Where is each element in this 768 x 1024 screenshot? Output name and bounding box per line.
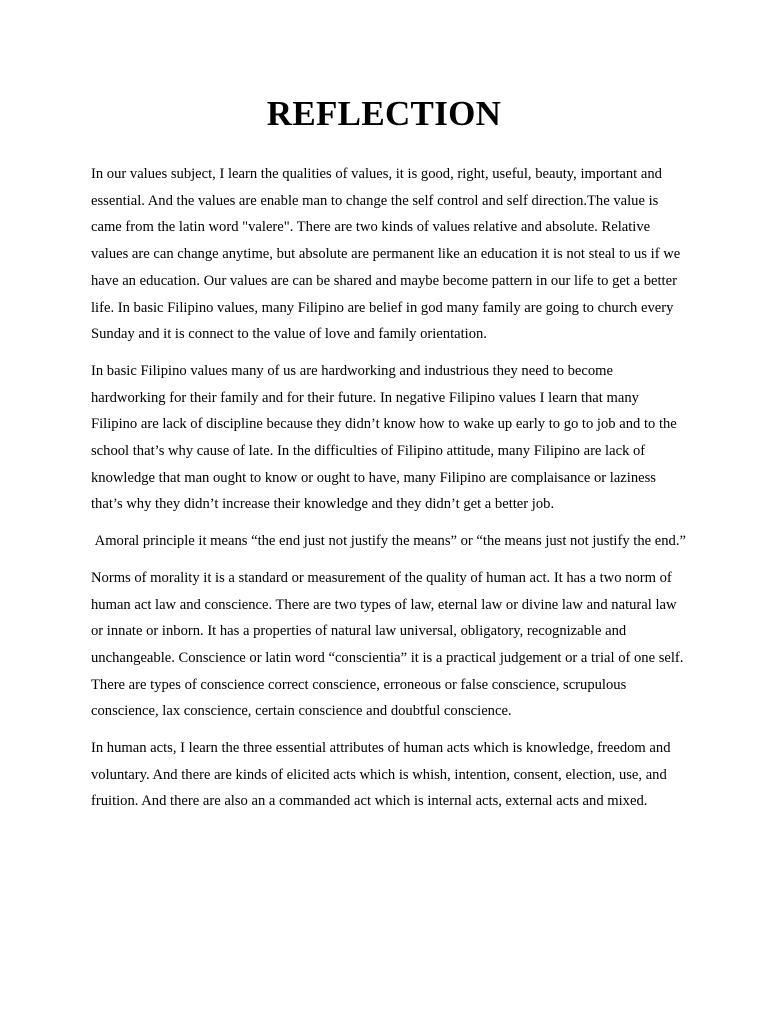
document-body [91,161,686,825]
paragraph-filipino-values: In basic Filipino values many of us are hardworking and industrious they need to become hardworking for their family and for their future. In negative Filipino values I learn that many Filipino are lack of discipline because they didn’t know how to wake up early to go to job and to the school that’s why cause of late. In the difficulties of Filipino attitude, many Filipino are lack of knowledge that man ought to know or ought to have, many Filipino are complaisance or laziness that’s why they didn’t increase their knowledge and they didn’t get a better job. [91,362,677,513]
paragraph-values-subject: In our values subject, I learn the qualities of values, it is good, right, useful, beauty, important and essential. And the values are enable man to change the self control and self direction.The value is came from the latin word "valere". There are two kinds of values relative and absolute. Relative values are can change anytime, but absolute are permanent like an education it is not steal to us if we have an education. Our values are can be shared and maybe become pattern in our life to get a better life. In basic Filipino values, many Filipino are belief in god many family are going to church every Sunday and it is connect to the value of love and family orientation. [91,166,681,343]
document-title: REFLECTION [266,94,502,133]
paragraph-human-acts: In human acts, I learn the three essential attributes of human acts which is knowledge, freedom and voluntary. And there are kinds of elicited acts which is whish, intention, consent, election, use, and fruition. And there are also an a commanded act which is internal acts, external acts and mixed. [91,740,671,810]
paragraph-norms-of-morality: Norms of morality it is a standard or measurement of the quality of human act. It has a two norm of human act law and conscience. There are two types of law, eternal law or divine law and natural law or innate or inborn. It has a properties of natural law universal, obligatory, recognizable and unchangeable. Conscience or latin word “conscientia” it is a practical judgement or a trial of one self. There are types of conscience correct conscience, erroneous or false conscience, scrupulous conscience, lax conscience, certain conscience and doubtful conscience. [91,569,684,720]
paragraph-amoral-principle: Amoral principle it means “the end just not justify the means” or “the means just not justify the end.” [91,533,686,550]
